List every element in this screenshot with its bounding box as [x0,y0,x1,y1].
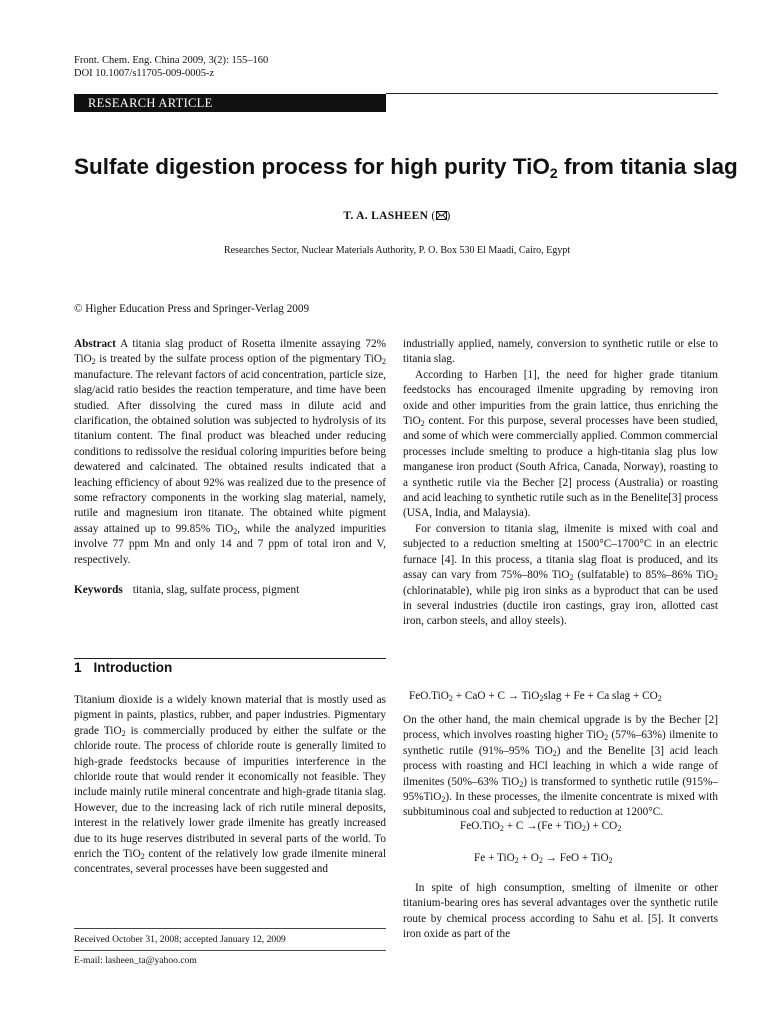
paragraph: According to Harben [1], the need for higher grade titanium feedstocks has encouraged ilmenite upgrading by removing iron oxide and other impurities from the grain lattice, thus enriching the TiO$_2$ content. For this purpose, several processes have been studied, and some of which were commercially applied. Common commercial processes include smelting to produce a high-titania slag plus low manganese iron product (South Africa, Canada, Norway), roasting to a synthetic rutile via the Becher [2] process (Australia) or roasting and acid leaching to synthetic rutile such as in the Benelite[3] process (USA, India, and Malaysia). [403,368,718,520]
author-email: E-mail: lasheen_ta@yahoo.com [74,955,197,966]
abstract-block [74,337,386,599]
author-line [74,210,720,222]
footnote-rule [74,928,386,929]
abstract-label: Abstract [74,338,116,350]
paragraph: In spite of high consumption, smelting of ilmenite or other titanium-bearing ores has several advantages over the synthetic rutile route by chemical process according to Sahu et al. [5]. It converts iron oxide as part of the [403,882,718,941]
abstract-text: Abstract A titania slag product of Rosetta ilmenite assaying 72% TiO$_2$ is treated by the sulfate process option of the pigmentary TiO$_2$ manufacture. The relevant factors of acid concentration, particle size, slag/acid ratio besides the reaction temperature, and time have been studied. After dissolving the cured mass in dilute acid and clarification, the obtained solution was subjected to hydrolysis of its titanium content. The final product was bleached under reducing conditions to redissolve the residual coloring impurities before being dewatered and calcinated. The obtained results indicated that a leaching efficiency of about 92% was realized due to the presence of some refractory components in the working slag material, namely, rutile and magnesium iron titanate. The obtained white pigment assay attained up to 99.85% TiO$_2$, while the analyzed impurities involve 77 ppm Mn and only 14 and 7 ppm of total iron and V, respectively. [74,338,386,566]
right-column-text-3 [403,881,718,943]
journal-citation: Front. Chem. Eng. China 2009, 3(2): 155–160 [74,55,269,66]
footnote-rule-2 [74,950,386,951]
article-type-banner: RESEARCH ARTICLE [74,94,386,112]
equation-1: FeO.TiO$_2$ + CaO + C → TiO$_2$slag + Fe + Ca slag + $CO_2$ [409,690,662,703]
header-rule [386,93,718,94]
right-column-text-2 [403,713,718,821]
keywords-line [74,583,386,598]
paragraph: For conversion to titania slag, ilmenite is mixed with coal and subjected to a reduction smelting at 1500°C–1700°C in an electric furnace [4]. In this process, a titania slag float is produced, and its assay can vary from 75%–80% TiO$_2$ (sulfatable) to 85%–86% TiO$_2$ (chlorinatable), while pig iron sinks as a byproduct that can be used in several industries (ductile iron castings, gray iron, allotted cast iron, carbon steels, and alloy steels). [403,522,718,628]
author-name: T. A. LASHEEN [343,210,429,222]
equation-3: $Fe + TiO_2 + O_2$ → FeO + TiO$_2$ [474,852,613,865]
author-affiliation: Researches Sector, Nuclear Materials Authority, P. O. Box 530 El Maadi, Cairo, Egypt [223,245,571,256]
paragraph: industrially applied, namely, conversion to synthetic rutile or else to titania slag. [403,338,718,366]
right-column-text [403,337,718,630]
introduction-text: Titanium dioxide is a widely known material that is mostly used as pigment in paints, plastics, rubber, and paper industries. Pigmentary grade TiO$_2$ is commercially produced by either the sulfate or the chloride route. The process of chloride route is generally limited to high-grade feedstocks because of impurities interference in the chloride route that would render it economically not feasible. They include mainly rutile mineral concentrate and high-grade titania slag. However, due to the increasing lack of rich rutile mineral deposits, interest in the relatively lower grade ilmenite has greatly increased due to its huge reserves distributed in several parts of the world. To enrich the TiO$_2$ content of the relatively low grade ilmenite mineral concentrates, several processes have been suggested and [74,694,386,876]
envelope-icon: ( ) [431,210,451,222]
copyright-notice: © Higher Education Press and Springer-Verlag 2009 [74,303,310,315]
keywords-label: Keywords [74,584,123,597]
paragraph: On the other hand, the main chemical upgrade is by the Becher [2] process, which involves roasting higher TiO$_2$ (57%–63%) ilmenite to synthetic rutile (91%–95% TiO$_2$) and the Benelite [3] acid leach process with roasting and HCl leaching in which a wide range of ilmenites (50%–63% TiO$_2$) is transformed to synthetic rutile (915%–95%TiO$_2$). In these processes, the ilmenite concentrate is mixed with subbituminous coal and subjected to reduction at 1200°C. [403,714,718,819]
section-rule [74,658,386,659]
section-heading: 1 Introduction [74,660,173,675]
equation-2: $FeO.TiO_2 + C \to(Fe + TiO_2) + CO_2$ [460,820,622,833]
paper-title: Sulfate digestion process for high purity TiO$_2$ from titania slag [74,154,738,181]
journal-header [74,54,268,80]
keywords-text: titania, slag, sulfate process, pigment [132,584,300,597]
received-date: Received October 31, 2008; accepted January 12, 2009 [74,934,286,945]
journal-doi: DOI 10.1007/s11705-009-0005-z [74,68,215,79]
